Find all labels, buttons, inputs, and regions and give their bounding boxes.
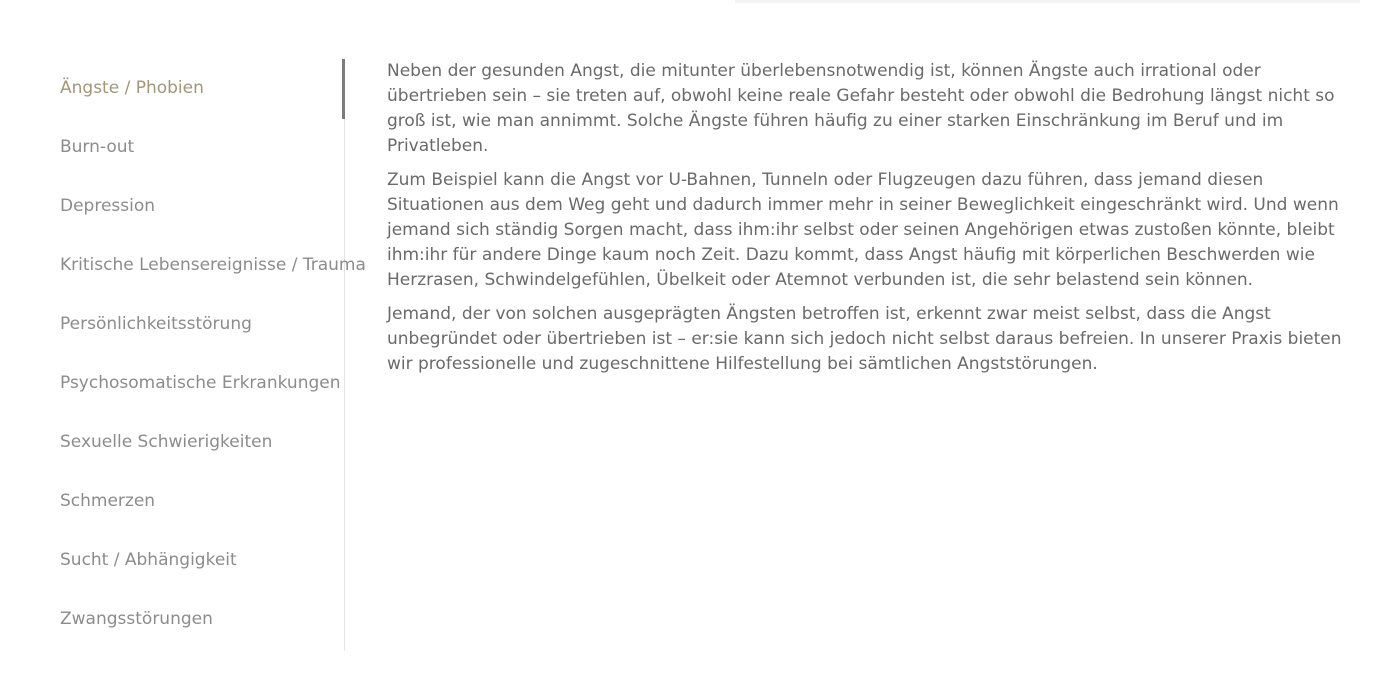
active-indicator: [342, 59, 345, 119]
top-divider: [735, 0, 1360, 3]
sidebar-item-aengste-phobien[interactable]: Ängste / Phobien: [60, 78, 204, 98]
sidebar-item-sexuelle-schwierigkeiten[interactable]: Sexuelle Schwierigkeiten: [60, 432, 273, 452]
paragraph-help: Jemand, der von solchen ausgeprägten Ängsten betroffen ist, erkennt zwar meist selbst, dass die Angst unbegründet oder übertrieben ist – er:sie kann sich jedoch nicht selbst daraus befreien. In unserer Praxis bieten wir professionelle und zugeschnittene Hilfestellung bei sämtlichen Angststörungen.: [387, 304, 1342, 374]
sidebar-item-kritische-lebensereignisse[interactable]: Kritische Lebensereignisse / Trauma: [60, 255, 366, 275]
sidebar-item-schmerzen[interactable]: Schmerzen: [60, 491, 156, 511]
sidebar-item-sucht-abhaengigkeit[interactable]: Sucht / Abhängigkeit: [60, 550, 237, 570]
sidebar-nav: [0, 59, 366, 651]
main-content: [387, 59, 1362, 386]
sidebar-item-zwangsstoerungen[interactable]: Zwangsstörungen: [60, 609, 213, 629]
sidebar-item-burn-out[interactable]: Burn-out: [60, 137, 135, 157]
paragraph-example: Zum Beispiel kann die Angst vor U-Bahnen, Tunneln oder Flugzeugen dazu führen, dass jemand diesen Situationen aus dem Weg geht und dadurch immer mehr in seiner Beweglichkeit eingeschränkt wird. Und wenn jemand sich ständig Sorgen macht, dass ihm:ihr selbst oder seinen Angehörigen etwas zustoßen könnte, bleibt ihm:ihr für andere Dinge kaum noch Zeit. Dazu kommt, dass Angst häufig mit körperlichen Beschwerden wie Herzrasen, Schwindelgefühlen, Übelkeit oder Atemnot verbunden ist, die sehr belastend sein können.: [387, 170, 1339, 290]
sidebar-list: [0, 59, 366, 649]
sidebar-item-psychosomatische-erkrankungen[interactable]: Psychosomatische Erkrankungen: [60, 373, 341, 393]
paragraph-intro: Neben der gesunden Angst, die mitunter überlebensnotwendig ist, können Ängste auch irrational oder übertrieben sein – sie treten auf, obwohl keine reale Gefahr besteht oder obwohl die Bedrohung längst nicht so groß ist, wie man annimmt. Solche Ängste führen häufig zu einer starken Einschränkung im Beruf und im Privatleben.: [387, 61, 1335, 156]
sidebar-item-depression[interactable]: Depression: [60, 196, 156, 216]
sidebar-item-persoenlichkeitsstoerung[interactable]: Persönlichkeitsstörung: [60, 314, 252, 334]
